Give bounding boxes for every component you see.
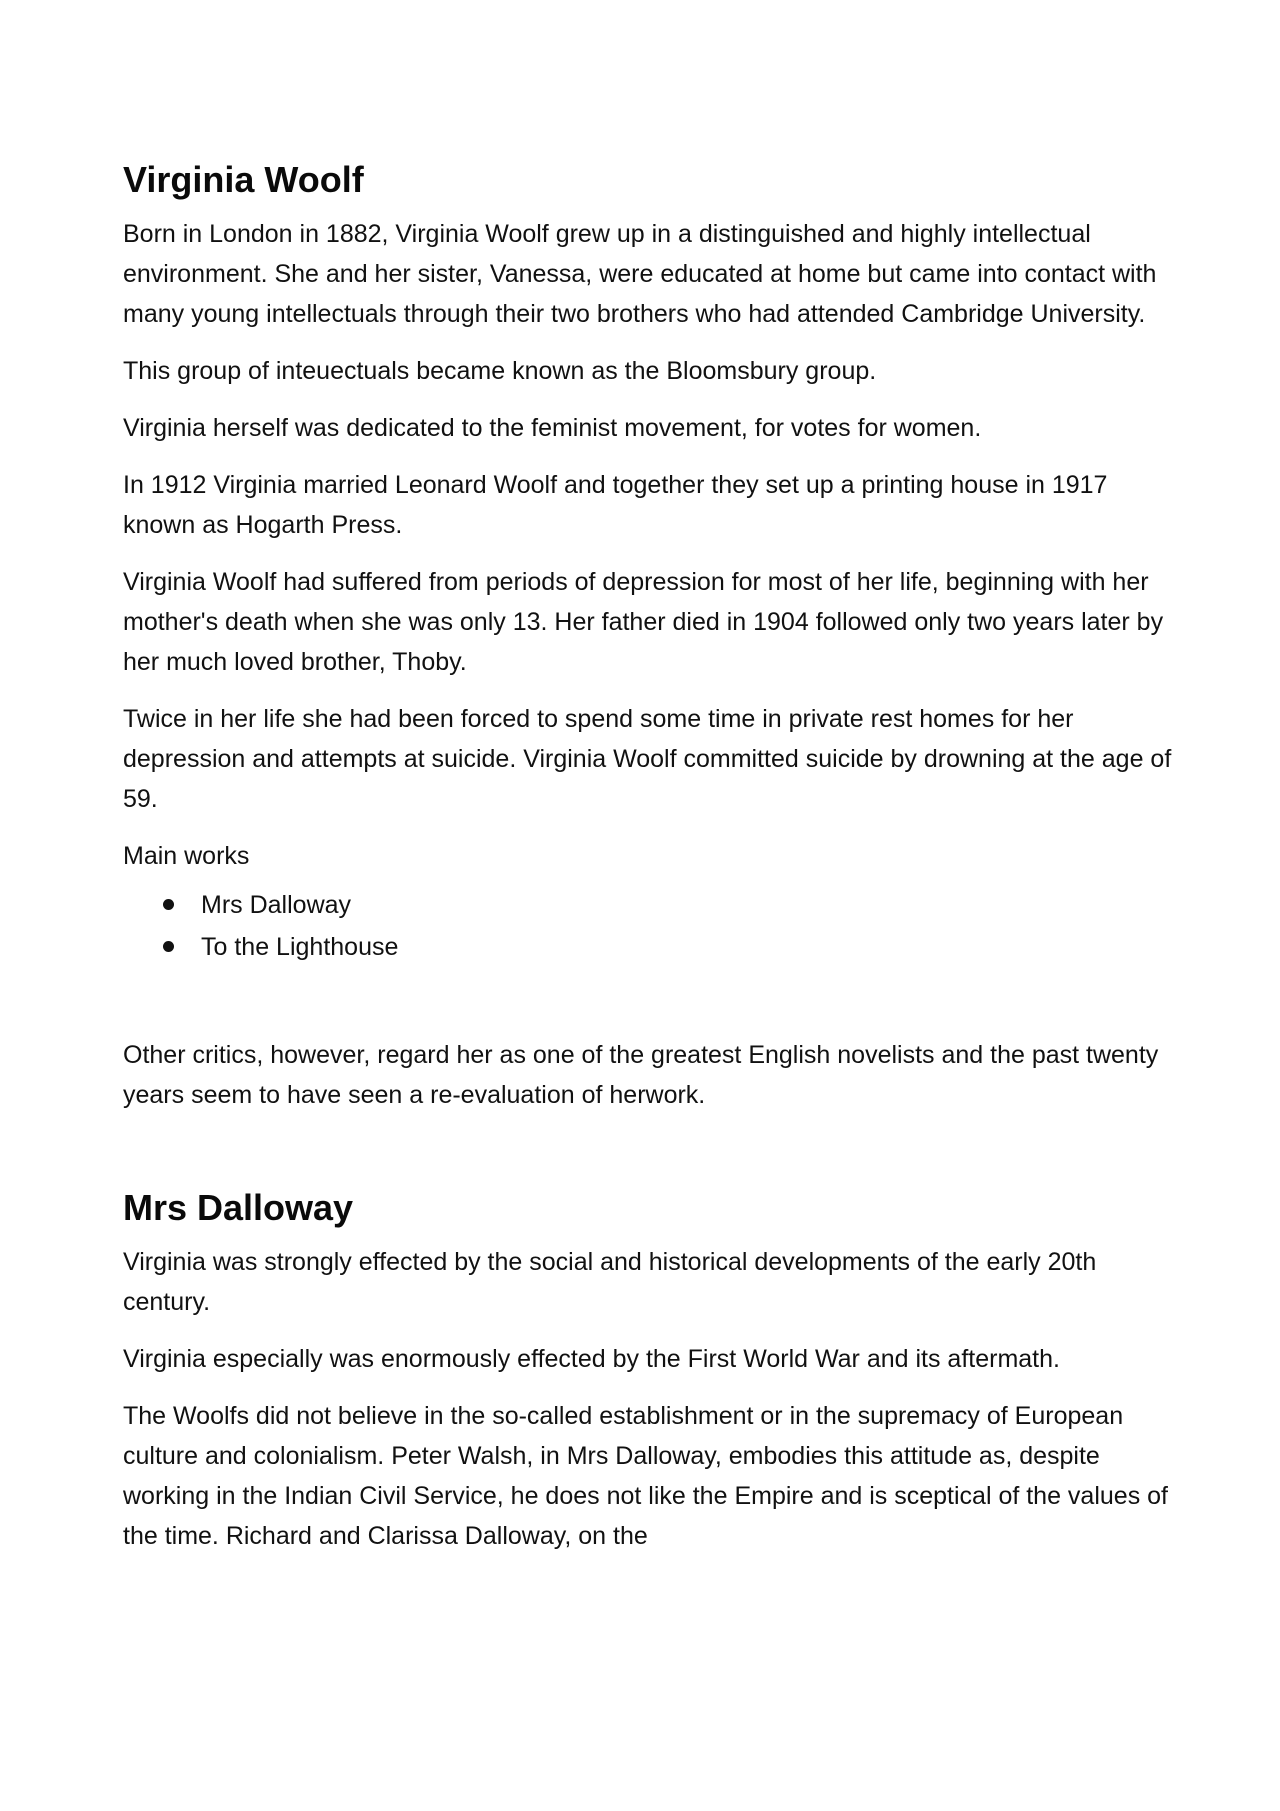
list-item <box>163 884 1178 926</box>
paragraph-feminism: Virginia herself was dedicated to the feminist movement, for votes for women. <box>123 414 982 442</box>
paragraph-critics: Other critics, however, regard her as one of the greatest English novelists and the past twenty years seem to have seen a re-evaluation of herwork. <box>123 1041 1159 1109</box>
paragraph-war: Virginia especially was enormously effected by the First World War and its aftermath. <box>123 1345 1060 1373</box>
list-item-label: To the Lighthouse <box>201 933 399 961</box>
page-title: Virginia Woolf <box>123 159 364 200</box>
bullet-icon <box>163 899 174 910</box>
main-works-list <box>123 884 1178 968</box>
paragraph-establishment: The Woolfs did not believe in the so-called establishment or in the supremacy of European culture and colonialism. Peter Walsh, in Mrs Dalloway, embodies this attitude as, despite working in the Indian Civil Service, he does not like the Empire and is sceptical of the values of the time. Richard and Clarissa Dalloway, on the <box>123 1402 1168 1550</box>
paragraph-marriage: In 1912 Virginia married Leonard Woolf and together they set up a printing house in 1917 known as Hogarth Press. <box>123 471 1108 539</box>
list-item-label: Mrs Dalloway <box>201 891 352 919</box>
section-title: Mrs Dalloway <box>123 1187 354 1228</box>
list-item <box>163 926 1178 968</box>
spacer <box>123 968 1178 1035</box>
paragraph-depression: Virginia Woolf had suffered from periods of depression for most of her life, beginning with her mother's death when she was only 13. Her father died in 1904 followed only two years later by her much loved brother, Thoby. <box>123 568 1164 676</box>
main-works-label: Main works <box>123 842 250 870</box>
paragraph-bloomsbury: This group of inteuectuals became known as the Bloomsbury group. <box>123 357 877 385</box>
paragraph-social-developments: Virginia was strongly effected by the social and historical developments of the early 20th century. <box>123 1248 1097 1316</box>
paragraph-suicide: Twice in her life she had been forced to spend some time in private rest homes for her depression and attempts at suicide. Virginia Woolf committed suicide by drowning at the age of 59. <box>123 705 1172 813</box>
document-body <box>123 156 1178 1573</box>
paragraph-birth: Born in London in 1882, Virginia Woolf grew up in a distinguished and highly intellectual environment. She and her sister, Vanessa, were educated at home but came into contact with many young intellectuals through their two brothers who had attended Cambridge University. <box>123 220 1157 328</box>
bullet-icon <box>163 941 174 952</box>
spacer <box>123 1132 1178 1184</box>
